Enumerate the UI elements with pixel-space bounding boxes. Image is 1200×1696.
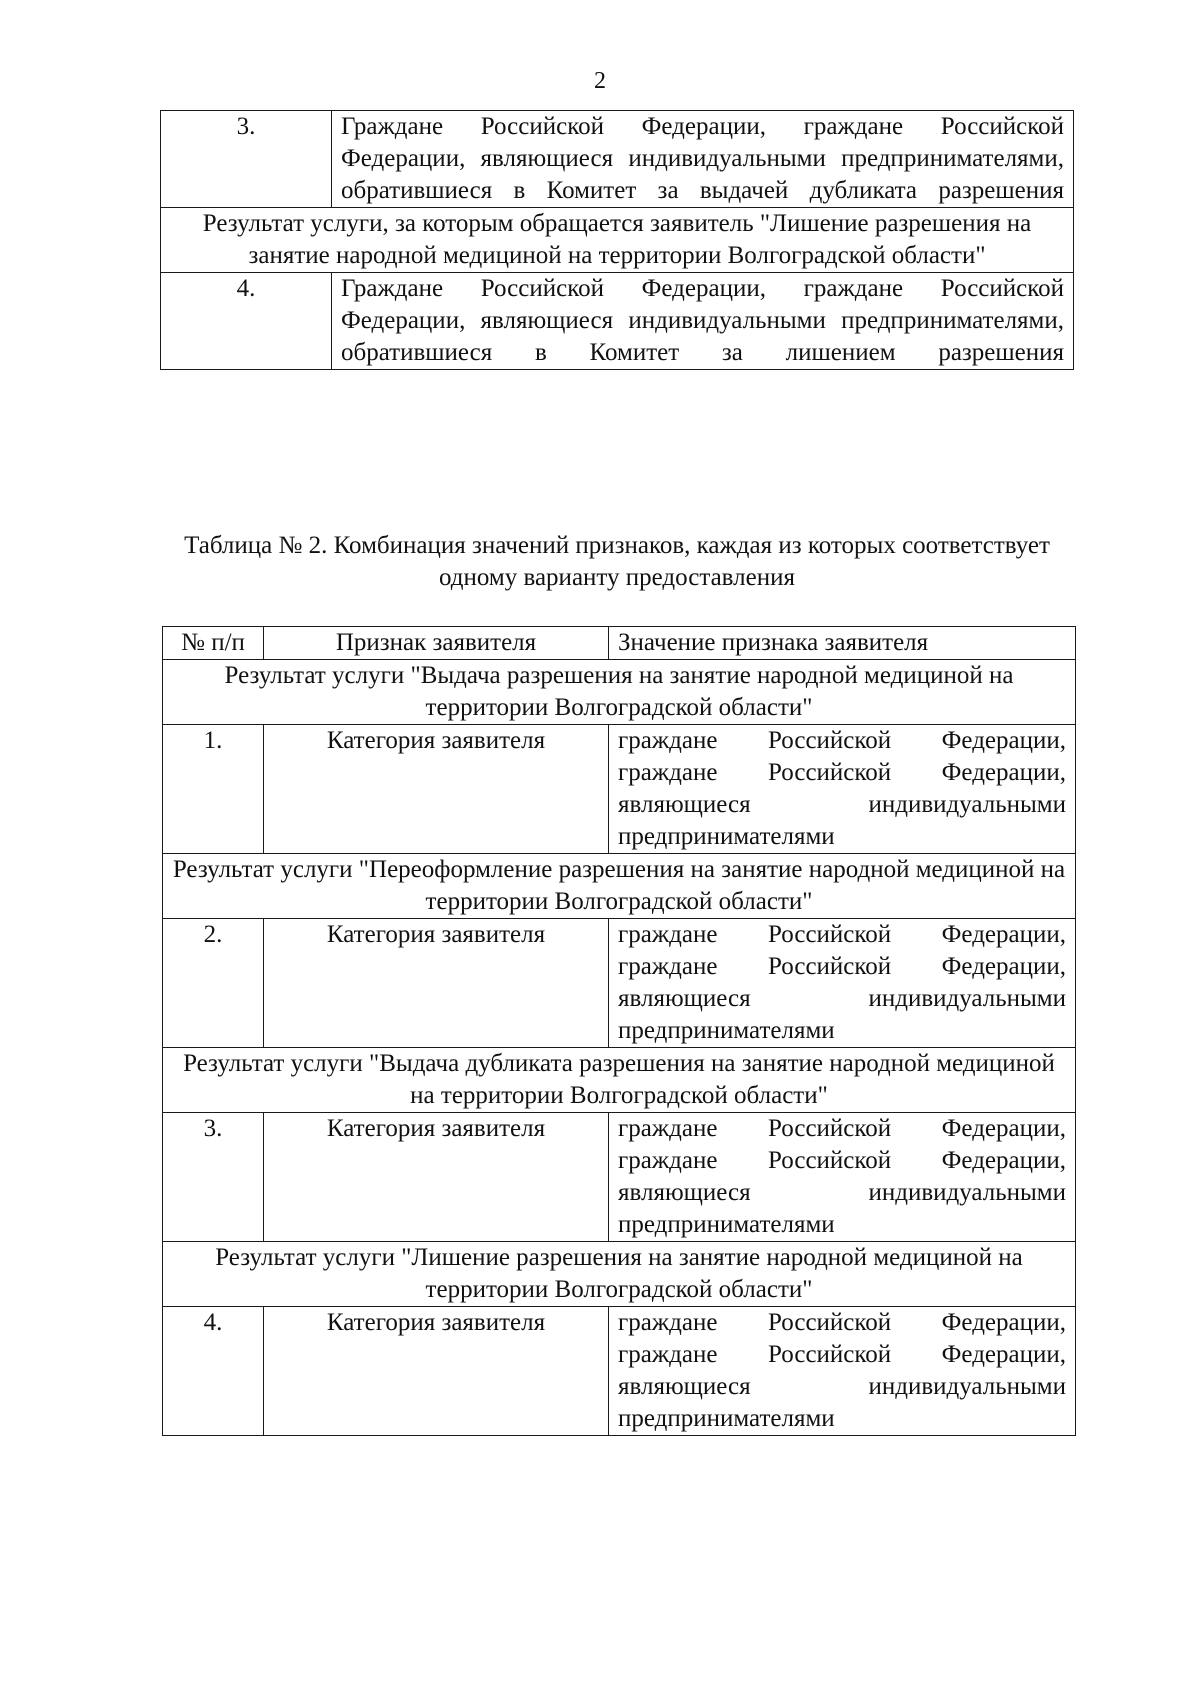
table-row <box>163 854 1076 919</box>
value-line: предпринимателями <box>618 1405 835 1432</box>
column-header-number: № п/п <box>163 627 264 660</box>
value-line: являющиеся индивидуальными <box>618 985 1066 1012</box>
attribute-name: Категория заявителя <box>264 1113 609 1242</box>
service-result-header: Результат услуги "Лишение разрешения на занятие народной медициной на территории Волгоградской области" <box>163 1242 1076 1307</box>
table-row <box>163 725 1076 854</box>
table-header-row <box>163 627 1076 660</box>
attribute-name: Категория заявителя <box>264 1307 609 1436</box>
row-number: 4. <box>163 1307 264 1436</box>
table-row <box>163 1048 1076 1113</box>
value-line: граждане Российской Федерации, <box>618 759 1066 786</box>
applicant-description: Граждане Российской Федерации, граждане Российской Федерации, являющиеся индивидуальными предпринимателями, обратившиеся в Комитет за выдачей дубликата разрешения <box>332 111 1074 208</box>
row-number: 2. <box>163 919 264 1048</box>
table-row <box>163 919 1076 1048</box>
attribute-name: Категория заявителя <box>264 919 609 1048</box>
row-number: 3. <box>163 1113 264 1242</box>
table-row <box>163 1307 1076 1436</box>
table-row <box>163 1113 1076 1242</box>
row-number: 4. <box>161 273 332 370</box>
service-result-header: Результат услуги "Выдача дубликата разрешения на занятие народной медициной на территории Волгоградской области" <box>163 1048 1076 1113</box>
value-line: граждане Российской Федерации, <box>618 1341 1066 1368</box>
attribute-value <box>609 725 1076 854</box>
service-result-header: Результат услуги "Переоформление разрешения на занятие народной медициной на территории Волгоградской области" <box>163 854 1076 919</box>
value-line: граждане Российской Федерации, <box>618 727 1066 754</box>
table-caption: Таблица № 2. Комбинация значений признаков, каждая из которых соответствует одному варианту предоставления <box>184 532 1050 591</box>
row-number: 3. <box>161 111 332 208</box>
table-row <box>163 1242 1076 1307</box>
table-row <box>161 111 1074 208</box>
page-number: 2 <box>594 68 606 94</box>
column-header-attribute: Признак заявителя <box>264 627 609 660</box>
value-line: граждане Российской Федерации, <box>618 1147 1066 1174</box>
column-header-value: Значение признака заявителя <box>609 627 1076 660</box>
service-result-header: Результат услуги "Выдача разрешения на занятие народной медициной на территории Волгоградской области" <box>163 660 1076 725</box>
attribute-value <box>609 919 1076 1048</box>
value-line: граждане Российской Федерации, <box>618 1309 1066 1336</box>
value-line: предпринимателями <box>618 1017 835 1044</box>
value-line: граждане Российской Федерации, <box>618 1115 1066 1142</box>
row-number: 1. <box>163 725 264 854</box>
value-line: граждане Российской Федерации, <box>618 953 1066 980</box>
table-row <box>161 208 1074 273</box>
value-line: предпринимателями <box>618 823 835 850</box>
attribute-value <box>609 1307 1076 1436</box>
attribute-combinations-table <box>162 626 1076 1436</box>
table-row <box>163 660 1076 725</box>
attribute-value <box>609 1113 1076 1242</box>
applicant-categories-table <box>160 110 1074 370</box>
applicant-description: Граждане Российской Федерации, граждане Российской Федерации, являющиеся индивидуальными предпринимателями, обратившиеся в Комитет за лишением разрешения <box>332 273 1074 370</box>
attribute-name: Категория заявителя <box>264 725 609 854</box>
value-line: являющиеся индивидуальными <box>618 1373 1066 1400</box>
service-result-header: Результат услуги, за которым обращается заявитель "Лишение разрешения на занятие народной медициной на территории Волгоградской области" <box>161 208 1074 273</box>
value-line: предпринимателями <box>618 1211 835 1238</box>
value-line: граждане Российской Федерации, <box>618 921 1066 948</box>
value-line: являющиеся индивидуальными <box>618 791 1066 818</box>
value-line: являющиеся индивидуальными <box>618 1179 1066 1206</box>
table-row <box>161 273 1074 370</box>
